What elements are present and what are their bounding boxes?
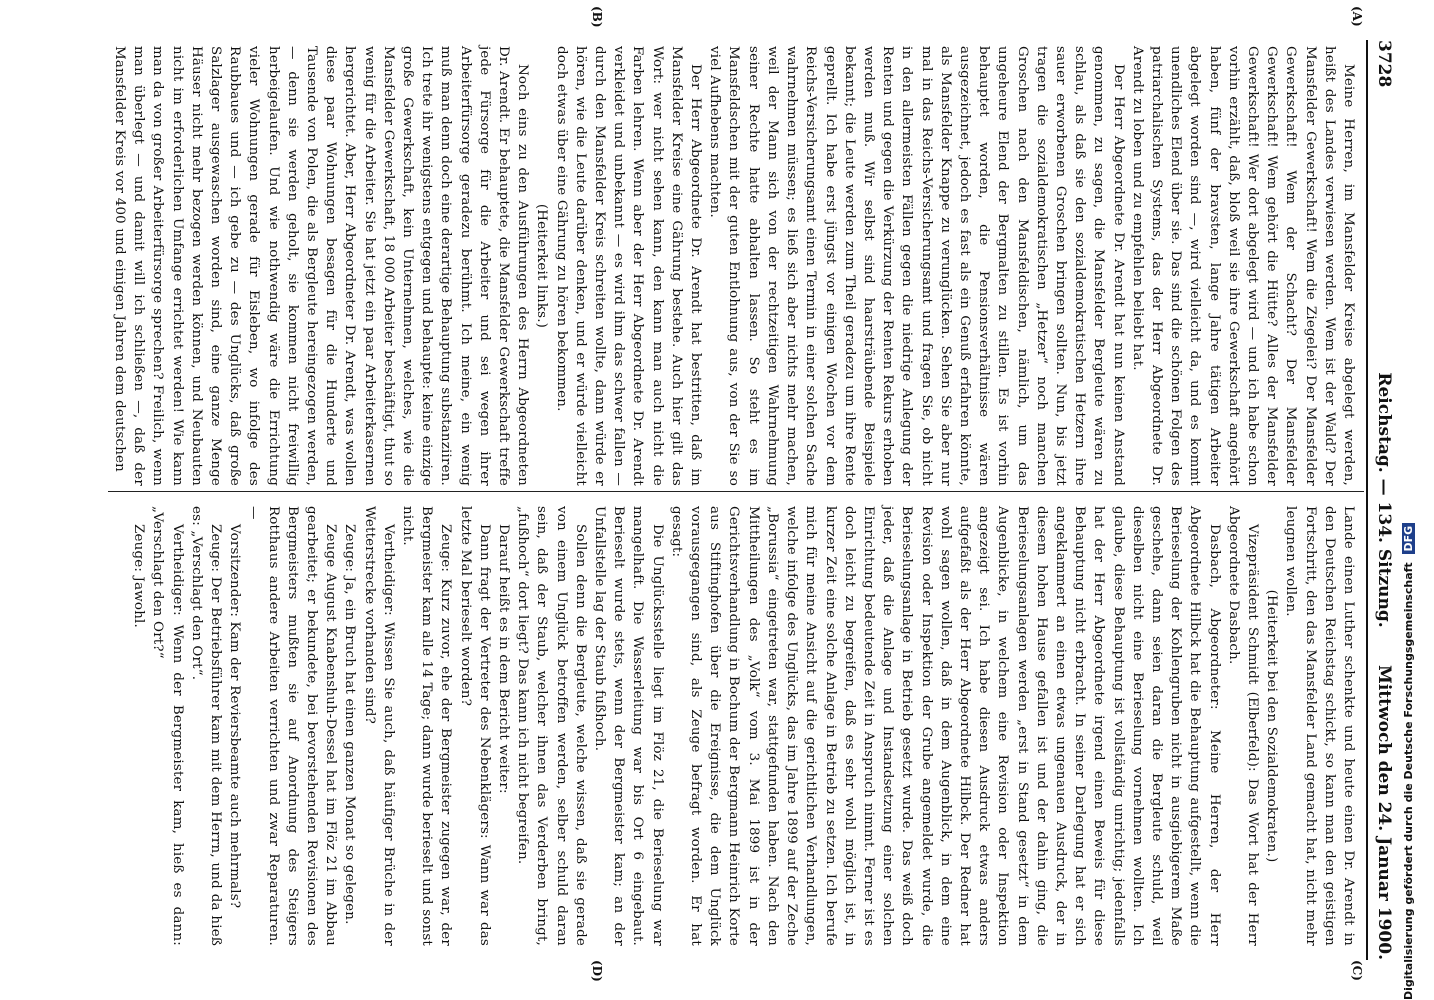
session-date: Mittwoch den 24. Januar 1900.: [1374, 665, 1394, 960]
left-column: [110, 46, 1358, 486]
paragraph: Der Herr Abgeordnete Dr. Arendt hat bestritten, daß im Mansfelder Kreise eine Gährung bestehe. Auch hier gilt das Wort: wer nicht sehen kann, den kann man auch nicht die Farben lehren. Wenn aber der Herr Abgeordnete Dr. Arendt verkleidet und unbekannt — es wird ihm das schwer fallen — durch den Mansfelder Kreis schreiten wollte, dann würde er hören, wie die Leute darüber denken, und er würde vielleicht doch etwas über eine Gährung zu hören bekommen.: [553, 46, 704, 486]
quoted-paragraph: Zeuge: Jawohl.: [131, 524, 147, 628]
quoted-paragraph: Zeuge: Der Betriebsführer kam mit dem Herrn, und da hieß es: „Verschlagt den Ort“.: [188, 506, 224, 946]
right-column: [129, 506, 1358, 946]
page-header: [1370, 40, 1394, 960]
quoted-paragraph: Vertheidiger: Wissen Sie auch, daß häufiger Brüche in der Wetterstrecke vorhanden sind?: [361, 506, 396, 946]
paragraph: Noch eins zu den Ausführungen des Herrn Abgeordneten Dr. Arendt. Er behauptete, die Mansfelder Gewerkschaft treffe jede Fürsorge für die Arbeiter und sei wegen ihrer Arbeiterfürsorge geradezu berühmt. Ich meine, ein wenig muß man denn doch eine derartige Behauptung substanziiren. Ich trete ihr wenigstens entgegen und behaupte: keine einzige große Gewerkschaft, kein Unternehmen, welches, wie die Mansfelder Gewerkschaft, 18 000 Arbeiter beschäftigt, thut so wenig für die Arbeiter. Sie hat jetzt ein paar Arbeiterkasernen hergerichtet. Aber, Herr Abgeordneter Dr. Arendt, was wollen diese paar Wohnungen besagen für die Hunderte und Tausende von Polen, die als Bergleute hereingezogen werden, — denn sie werden geholt, sie kommen nicht freiwillig herbeigelaufen. Und wie nothwendig wäre die Errichtung vieler Wohnungen gerade für Eisleben, wo infolge des Raubbaues und — ich gebe zu — des Unglücks, daß große Salzlager ausgewaschen worden sind, eine ganze Menge Häuser nicht mehr bezogen werden können, und Neubauten nicht im erforderlichen Umfange errichtet werden! Wie kann man da von großer Arbeiterfürsorge sprechen? Freilich, wenn man überlegt — und damit will ich schließen —, daß der Mansfelder Kreis vor 400 und einigen Jahren dem deutschen: [112, 46, 531, 486]
quoted-paragraph: Zeuge August Knabenshuh-Dessel hat im Flöz 21 im Abbau gearbeitet; er bekundete, bei bevorstehenden Revisionen des Bergmeisters mußten sie auf Anordnung des Steigers Rotthaus andere Arbeiten verrichten und zwar Reparaturen. —: [246, 506, 339, 946]
quoted-paragraph: Zeuge: Ja, ein Bruch hat einen ganzen Monat so gelegen.: [342, 524, 358, 925]
page-title: Reichstag. — 134. Sitzung.: [1374, 372, 1394, 628]
paragraph: Dasbach, Abgeordneter: Meine Herren, der Herr Abgeordnete Hilbck hat die Behauptung aufgestellt, wenn die Berieselung der Kohlengruben nicht in ausgiebigerem Maße geschehe, dann seien daran die Bergleute schuld, weil dieselben nicht eine Berieselung vornehmen wollten. Ich glaube, diese Behauptung ist vollständig unrichtig; jedenfalls hat der Herr Abgeordnete irgend einen Beweis für diese Behauptung nicht erbracht. In seiner Darlegung hat er sich angeklammert an einen etwas ungenauen Ausdruck, der in diesem hohen Hause gefallen ist und der dahin ging, die Berieselungsanlagen werden „erst in Stand gesetzt“ in dem Augenblicke, in welchem eine Revision oder Inspektion angezeigt sei. Ich habe diesen Ausdruck etwas anders aufgefaßt als der Herr Abgeordnete Hilbck. Der Redner hat wohl sagen wollen, daß in dem Augenblick, in dem eine Revision oder Inspektion der Grube angemeldet wurde, die Berieselungsanlage in Betrieb gesetzt wurde. Das weiß doch jeder, daß die Anlage und Instandsetzung einer solchen Einrichtung bedeutende Zeit in Anspruch nimmt. Ferner ist es doch leicht zu begreifen, daß es sehr wohl möglich ist, in kurzer Zeit eine solche Anlage in Betrieb zu setzen. Ich berufe mich für meine Ansicht auf die gerichtlichen Verhandlungen, welche infolge des Unglücks, das im Jahre 1899 auf der Zeche „Borussia“ eingetreten war, stattgefunden haben. Nach den Mittheilungen des „Volk“ vom 3. Mai 1899 ist in der Gerichtsverhandlung in Bochum der Bergmann Heinrich Korte aus Stiftinghofen über die Ereignisse, die dem Unglück vorausgegangen sind, als Zeuge befragt worden. Er hat gesagt:: [668, 506, 1222, 946]
header-rule: [1366, 40, 1368, 960]
paragraph: Meine Herren, im Mansfelder Kreise abgelegt werden, heißt des Landes verwiesen werden. Wem ist der Wald? Der Mansfelder Gewerkschaft! Wem die Ziegelei? Der Mansfelder Gewerkschaft! Wem der Schacht? Der Mansfelder Gewerkschaft! Wem gehört die Hütte? Alles der Mansfelder Gewerkschaft! Wer dort abgelegt wird — und ich habe schon vorhin erzählt, daß, bloß weil sie ihre Gewerkschaft angehört haben, fünf der bravsten, lange Jahre tätigen Arbeiter abgelegt worden sind —, wird vielleicht da, und es kommt unendliches Elend über sie. Das sind die schönen Folgen des patriarchalischen Systems, das der Herr Abgeordnete Dr. Arendt zu loben und zu empfehlen beliebt hat.: [1129, 46, 1356, 486]
paragraph: Lande einen Luther schenkte und heute einen Dr. Arendt in den Deutschen Reichstag schickt, so kann man den geistigen Fortschritt, den das Mansfelder Land gemacht hat, nicht mehr leugnen wollen.: [1283, 506, 1356, 946]
quoted-paragraph: Vorsitzender: Kam der Reviersbeamte auch mehrmals?: [227, 524, 243, 909]
interjection: (Heiterkeit links.): [534, 203, 550, 329]
interjection: (Heiterkeit bei den Sozialdemokraten.): [1264, 589, 1280, 863]
paragraph: Der Herr Abgeordnete Dr. Arendt hat nun keinen Anstand genommen, zu sagen, die Mansfelder Bergleute wären zu schlau, als daß sie den sozialdemokratischen Hetzern ihre sauer erworbenen Groschen bringen sollten. Nun, bis jetzt tragen die sozialdemokratischen „Hetzer“ noch manchen Groschen nach den Mansfeldischen, nämlich, um das ungeheure Elend der Bergmalten zu stillen. Es ist vorhin behauptet worden, die Pensionsverhältnisse wären ausgezeichnet, jedoch es fast als ein Genuß erfahren könnte, als Mansfelder Knappe zu verunglücken. Sehen Sie aber nur mal in das Reichs-Versicherungsamt und fragen Sie, ob nicht in den allermeisten Fällen gegen die niedrige Anlegung der Renten und gegen die Verkürzung der Renten Rekurs erhoben werden muß. Wir selbst sind haarsträubende Beispiele bekannt; die Leute werden zum Theil geradezu um ihre Rente geprellt. Ich habe erst jüngst vor einigen Wochen vor dem Reichs-Versicherungsamt einen Termin in einer solchen Sache wahrnehmen müssen; es ließ sich aber nichts mehr machen, weil der Mann sich von der rechtzeitigen Wahrnehmung seiner Rechte hatte abhalten lassen. So steht es im Mansfeldschen mit der guten Entlohnung aus, von der Sie so viel Aufhebens machten.: [707, 46, 1126, 486]
quoted-paragraph: Vertheidiger: Wenn der Bergmeister kam, hieß es dann: „Verschlagt den Ort?“: [150, 506, 185, 946]
margin-marker-b: (B): [590, 6, 604, 28]
digitization-footer: [1402, 0, 1428, 1000]
footer-text: Digitalisierung gefördert durch die Deutsche Forschungsgemeinschaft: [1402, 562, 1415, 1000]
rotated-page: [54, 0, 1434, 1000]
paragraph: Darauf heißt es in dem Bericht weiter:: [496, 524, 512, 794]
quoted-paragraph: Dann fragt der Vertreter des Nebenklägers: Wann war das letzte Mal berieselt worden?: [457, 506, 492, 946]
quoted-paragraph: Zeuge: Kurz zuvor, ehe der Bergmeister zugegen war, der Bergmeister kam alle 14 Tage; dann wurde berieselt und sonst nicht.: [400, 506, 454, 946]
margin-marker-a: (A): [1350, 6, 1364, 27]
margin-marker-c: (C): [1350, 960, 1364, 981]
column-divider: [108, 491, 1364, 492]
quoted-paragraph: Die Unglücksstelle liegt im Flöz 21, die Berieselung war mangelhaft. Die Wasserleitung war bis Ort 6 eingebaut. Berieselt wurde stets, wenn der Bergmeister kam; an der Unfallstelle lag der Staub fußhoch.: [592, 506, 665, 946]
paragraph: Vizepräsident Schmidt (Elberfeld): Das Wort hat der Herr Abgeordnete Dasbach.: [1225, 506, 1260, 946]
margin-marker-d: (D): [590, 960, 604, 982]
dfg-logo: DFG: [1402, 523, 1415, 555]
page-number: 3728: [1374, 40, 1394, 88]
paragraph: Sollen denn die Bergleute, welche wissen, daß sie gerade von einem Unglück betroffen werden, selber schuld daran sein, daß der Staub, welcher ihnen das Verderben bringt, „fußhoch“ dort liegt? Das kann ich nicht begreifen.: [515, 506, 588, 946]
